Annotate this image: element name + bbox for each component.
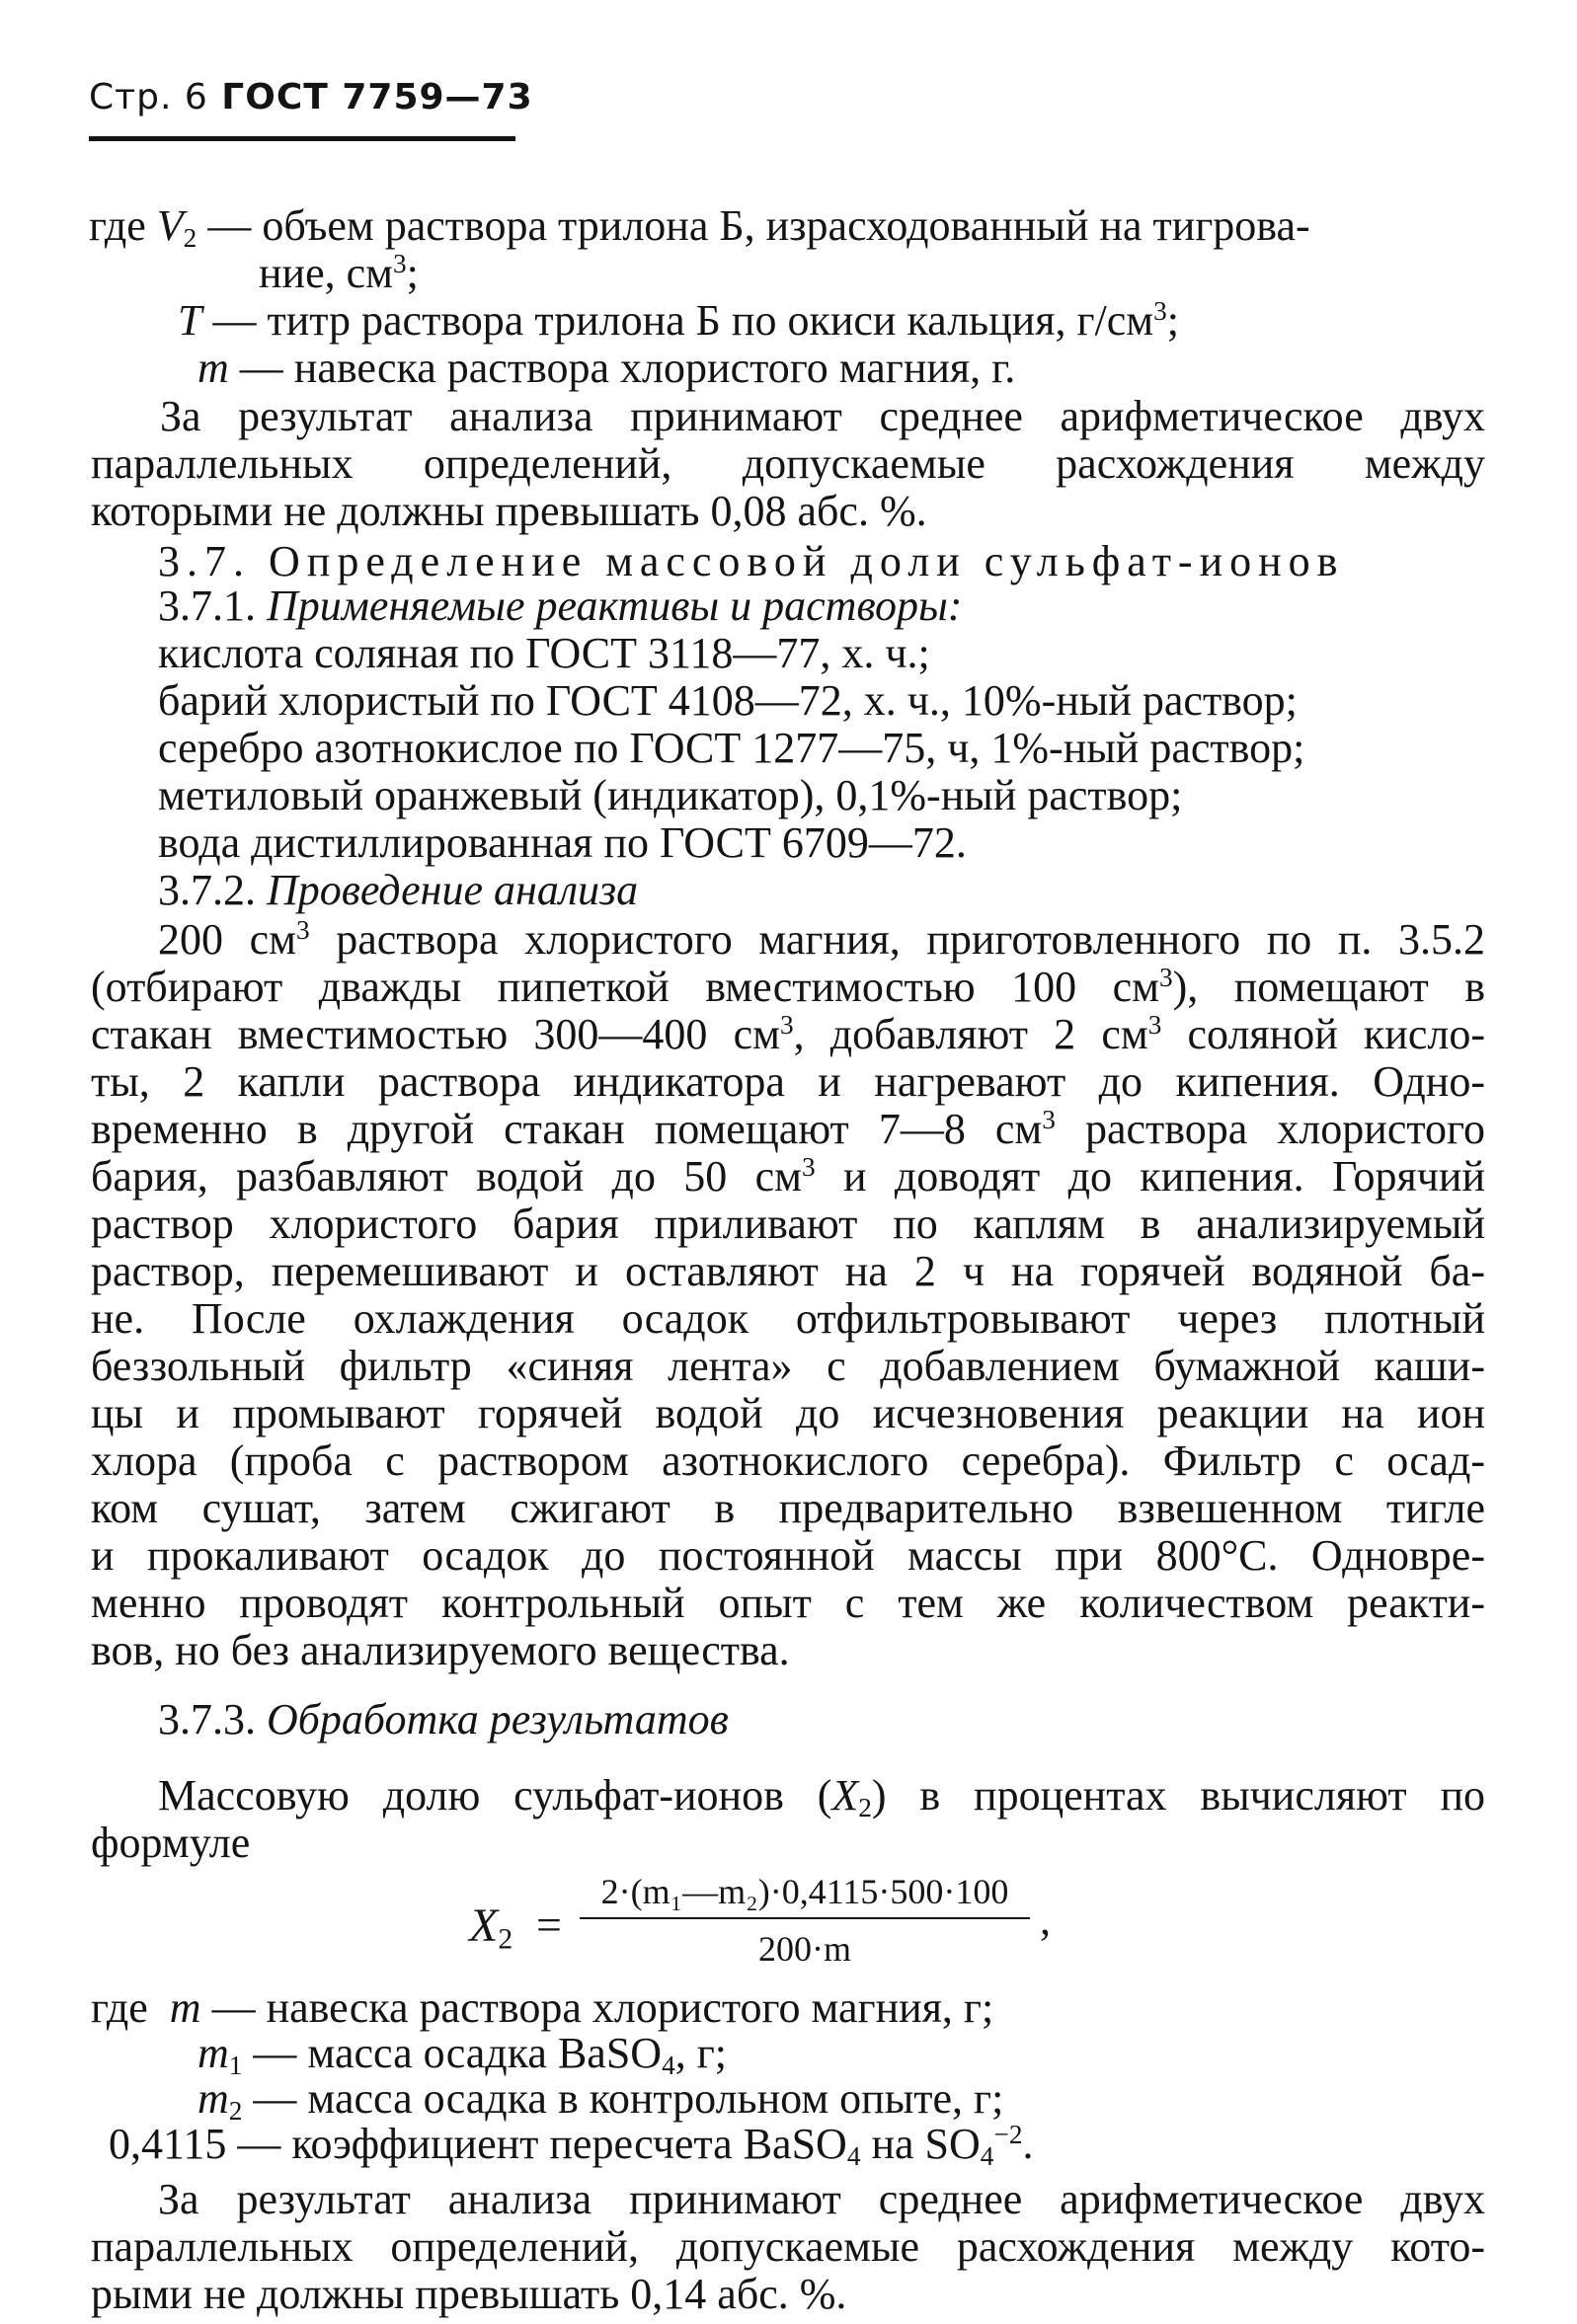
paragraph-line: не. После охлаждения осадок отфильтровывают через плотный [91, 1294, 1485, 1343]
reagent-item: барий хлористый по ГОСТ 4108—72, х. ч., 10%-ный раствор; [158, 676, 1298, 725]
reagent-item: серебро азотнокислое по ГОСТ 1277—75, ч, 1%-ный раствор; [158, 724, 1305, 772]
definition-v2: где $V_2$ — объем раствора трилона Б, израсходованный на тигрова- [89, 201, 1310, 253]
definition-m: m — навеска раствора хлористого магния, г. [197, 344, 1016, 392]
paragraph-line: Массовую долю сульфат-ионов $(X_2)$ в процентах вычисляют по [158, 1771, 1485, 1822]
paragraph-line: стакан вместимостью 300—400 $см^3$, добавляют 2 $см^3$ соляной кисло- [91, 1010, 1485, 1058]
paragraph-line: вов, но без анализируемого вещества. [91, 1626, 790, 1674]
formula-lhs: $X_2$ [469, 1899, 513, 1956]
paragraph-line: За результат анализа принимают среднее арифметическое двух [158, 2175, 1485, 2223]
formula-x2 [469, 1871, 1081, 1979]
reagent-item: кислота соляная по ГОСТ 3118—77, х. ч.; [158, 629, 930, 677]
reagent-item: вода дистиллированная по ГОСТ 6709—72. [158, 818, 967, 867]
formula-equals: = [536, 1899, 562, 1950]
header-rule [89, 136, 515, 141]
reagent-item: метиловый оранжевый (индикатор), 0,1%-ный раствор; [158, 771, 1183, 819]
definition-v2-cont: ние, $см^3$; [259, 249, 419, 297]
paragraph-line: раствор, перемешивают и оставляют на 2 ч на горячей водяной ба- [91, 1247, 1485, 1295]
paragraph-line: (отбирают дважды пипеткой вместимостью 100 $см^3$), помещают в [91, 963, 1485, 1011]
legend-m2: $m_2$ — масса осадка в контрольном опыте, г; [197, 2074, 1004, 2126]
subsection-heading: 3.7.3. Обработка результатов [158, 1695, 729, 1743]
paragraph-line: которыми не должны превышать 0,08 абс. %. [91, 487, 927, 535]
paragraph-line: За результат анализа принимают среднее арифметическое двух [160, 392, 1485, 440]
paragraph-line: менно проводят контрольный опыт с тем же количеством реакти- [91, 1579, 1485, 1627]
paragraph-line: и прокаливают осадок до постоянной массы при 800°С. Одновре- [91, 1531, 1485, 1580]
paragraph-line: хлора (проба с раствором азотнокислого серебра). Фильтр с осад- [91, 1436, 1485, 1485]
paragraph-line: ты, 2 капли раствора индикатора и нагревают до кипения. Одно- [91, 1057, 1485, 1106]
paragraph-line: ком сушат, затем сжигают в предварительно взвешенном тигле [91, 1484, 1485, 1532]
paragraph-line: рыми не должны превышать 0,14 абс. %. [91, 2270, 847, 2318]
definition-t: T — титр раствора трилона Б по окиси кальция, $г/см^3$; [178, 296, 1179, 345]
document-title: ГОСТ 7759—73 [221, 77, 533, 117]
legend-m: где m — навеска раствора хлористого магния, г; [91, 1983, 994, 2032]
page-number: Стр. 6 [89, 77, 208, 117]
paragraph-line: параллельных определений, допускаемые расхождения между кото- [91, 2222, 1485, 2271]
formula-comma: , [1040, 1896, 1051, 1944]
paragraph-line: цы и промывают горячей водой до исчезновения реакции на ион [91, 1389, 1485, 1437]
paragraph-line: 200 $см^3$ раствора хлористого магния, приготовленного по п. 3.5.2 [158, 915, 1486, 964]
paragraph-line: беззольный фильтр «синяя лента» с добавлением бумажной каши- [91, 1342, 1485, 1390]
formula-numerator: 2·(m₁—m₂)·0,4115·500·100 [600, 1872, 1009, 1911]
paragraph-line: бария, разбавляют водой до 50 $см^3$ и доводят до кипения. Горячий [91, 1152, 1486, 1201]
paragraph-line: параллельных определений, допускаемые расхождения между [91, 439, 1485, 488]
page-header [89, 77, 533, 117]
formula-denominator: 200·m [758, 1929, 851, 1969]
paragraph-line: раствор хлористого бария приливают по каплям в анализируемый [91, 1200, 1485, 1248]
paragraph-line: формуле [91, 1819, 251, 1867]
legend-coefficient: 0,4115 — коэффициент пересчета BaSO$_4$ на $SO_4^{-2}$. [109, 2120, 1034, 2171]
paragraph-line: временно в другой стакан помещают 7—8 $см^3$ раствора хлористого [91, 1105, 1485, 1153]
section-heading: 3.7. Определение массовой доли сульфат-ионов [158, 537, 1345, 585]
fraction-bar [580, 1917, 1030, 1919]
subsection-heading: 3.7.2. Проведение анализа [158, 866, 639, 914]
legend-m1: $m_1$ — масса осадка BaSO$_4$, г; [197, 2029, 727, 2080]
subsection-heading: 3.7.1. Применяемые реактивы и растворы: [158, 581, 963, 630]
